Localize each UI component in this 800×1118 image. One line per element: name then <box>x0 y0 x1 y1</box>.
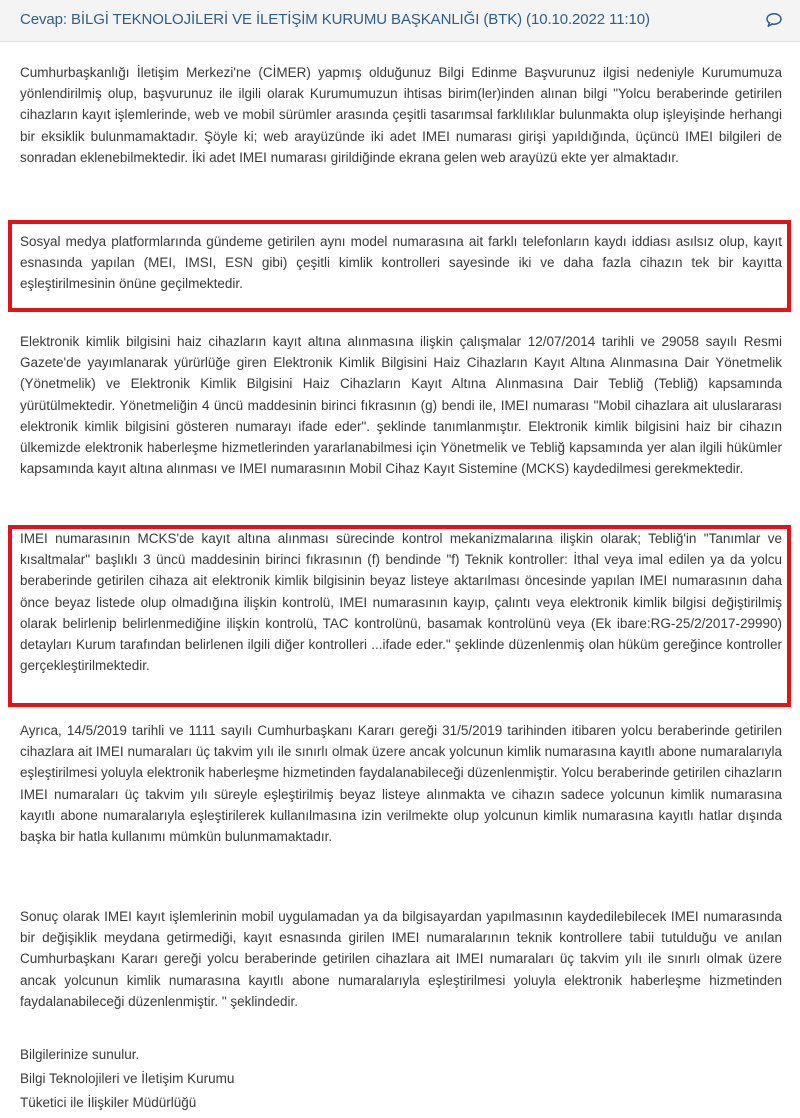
paragraph-social-media-claim: Sosyal medya platformlarında gündeme getirilen aynı model numarasına ait farklı telefonların kaydı iddiası asılsız olup, kayıt esnasında yapılan (MEI, IMSI, ESN gibi) çeşitli kimlik kontrolleri sayesinde iki ve daha fazla cihazın tek bir kayıtta eşleştirilmesinin önüne geçilmektedir. <box>20 234 782 292</box>
paragraph-cimer-intro: Cumhurbaşkanlığı İletişim Merkezi'ne (CİMER) yapmış olduğunuz Bilgi Edinme Başvurunuz ilgisi nedeniyle Kurumumuza yönlendirilmiş olup, başvurunuz ile ilgili olarak Kurumumuzun ihtisas birim(ler)inden alınan bilgi "Yolcu beraberinde getirilen cihazların kayıt işlemlerinde, web ve mobil sürümler arasında çeşitli tasarımsal farklılıklar bulunmakta olup işleyişinde herhangi bir eksiklik bulunmamaktadır. Şöyle ki; web arayüzünde iki adet IMEI numarası girişi yapıldığında, üçüncü IMEI bilgileri de sonradan eklenebilmektedir. İki adet IMEI numarası girildiğinde ekrana gelen web arayüzü ekte yer almaktadır. <box>20 65 782 165</box>
paragraph-conclusion: Sonuç olarak IMEI kayıt işlemlerinin mobil uygulamadan ya da bilgisayardan yapılmasının kaydedilebilecek IMEI numarasında bir değişiklik meydana getirmediği, kayıt esnasında girilen IMEI numaralarının teknik kontrollere tabii tutulduğu ve anılan Cumhurbaşkanı Kararı gereği yolcu beraberinde getirilen cihazlara ait IMEI numaraları üç takvim yılı ile sınırlı olmak üzere ancak yolcunun kimlik numarasına kayıtlı abone numaralarıyla eşleştirilmesi yoluyla elektronik haberleşme hizmetinden faydalanabileceği düzenlenmiştir. " şeklindedir. <box>20 909 782 1009</box>
message-header <box>0 0 800 42</box>
signature-institution: Bilgi Teknolojileri ve İletişim Kurumu <box>20 1071 235 1086</box>
highlight-box-social-media <box>8 220 791 312</box>
comment-icon[interactable] <box>764 10 784 30</box>
paragraph-mcks-controls: IMEI numarasının MCKS'de kayıt altına alınması sürecinde kontrol mekanizmalarına ilişkin olarak; Tebliğ'in "Tanımlar ve kısaltmalar" başlıklı 3 üncü maddesinin birinci fıkrasının (f) bendinde "f) Teknik kontroller: İthal veya imal edilen ya da yolcu beraberinde getirilen cihaza ait elektronik kimlik bilgisinin beyaz listeye aktarılması öncesinde yapılan IMEI numarasının daha önce beyaz listede olup olmadığına ilişkin kontrolü, IMEI numarasının kayıp, çalıntı veya elektronik kimlik bilgisi değiştirilmiş olarak belirlenip belirlenmediğine ilişkin kontrolü, TAC kontrolünü, basamak kontrolünü veya (Ek ibare:RG-25/2/2017-29990) detayları Kurum tarafından belirlenen ilgili diğer kontrolleri ...ifade eder." şeklinde düzenlenmiş olan hüküm gereğince kontroller gerçekleştirilmektedir. <box>20 531 782 674</box>
message-title: Cevap: BİLGİ TEKNOLOJİLERİ VE İLETİŞİM KURUMU BAŞKANLIĞI (BTK) (10.10.2022 11:10) <box>20 11 650 28</box>
signature-closing: Bilgilerinize sunulur. <box>20 1047 140 1062</box>
paragraph-presidential-decree: Ayrıca, 14/5/2019 tarihli ve 1111 sayılı Cumhurbaşkanı Kararı gereği 31/5/2019 tarihinden itibaren yolcu beraberinde getirilen cihazlara ait IMEI numaraları üç takvim yılı ile sınırlı olmak üzere ancak yolcunun kimlik numarasına kayıtlı abone numaralarıyla eşleştirilmesi yoluyla elektronik haberleşme hizmetinden faydalanabileceği düzenlenmiştir. Yolcu beraberinde getirilen cihazların IMEI numaraları üç takvim yılı süreyle eşleştirilmiş beyaz listeye alınmakta ve cihazın sadece yolcunun kimlik numarasına kayıtlı abone numaralarıyla eşleştirilerek kullanılmasına izin verilmekte olup yolcunun kimlik numarasına kayıtlı hatlar dışında başka bir hatla kullanımı mümkün bulunmamaktadır. <box>20 723 782 845</box>
paragraph-regulation: Elektronik kimlik bilgisini haiz cihazların kayıt altına alınmasına ilişkin çalışmalar 12/07/2014 tarihli ve 29058 sayılı Resmi Gazete'de yayımlanarak yürürlüğe giren Elektronik Kimlik Bilgisini Haiz Cihazların Kayıt Altına Alınmasına Dair Yönetmelik (Yönetmelik) ve Elektronik Kimlik Bilgisini Haiz Cihazların Kayıt Altına Alınmasına Dair Tebliğ (Tebliğ) kapsamında yürütülmektedir. Yönetmeliğin 4 üncü maddesinin birinci fıkrasının (g) bendi ile, IMEI numarası "Mobil cihazlara ait uluslararası elektronik kimlik bilgisini gösteren numarayı ifade eder". şeklinde tanımlanmıştır. Elektronik kimlik bilgisini haiz bir cihazın ülkemizde elektronik haberleşme hizmetlerinden yararlanabilmesi için Yönetmelik ve Tebliğ kapsamında yer alan ilgili hükümler kapsamında kayıt altına alınması ve IMEI numarasının Mobil Cihaz Kayıt Sistemine (MCKS) kaydedilmesi gerekmektedir. <box>20 334 782 477</box>
signature-block <box>20 1043 234 1115</box>
highlight-box-technical-controls <box>8 525 791 707</box>
signature-department: Tüketici ile İlişkiler Müdürlüğü <box>20 1095 197 1110</box>
